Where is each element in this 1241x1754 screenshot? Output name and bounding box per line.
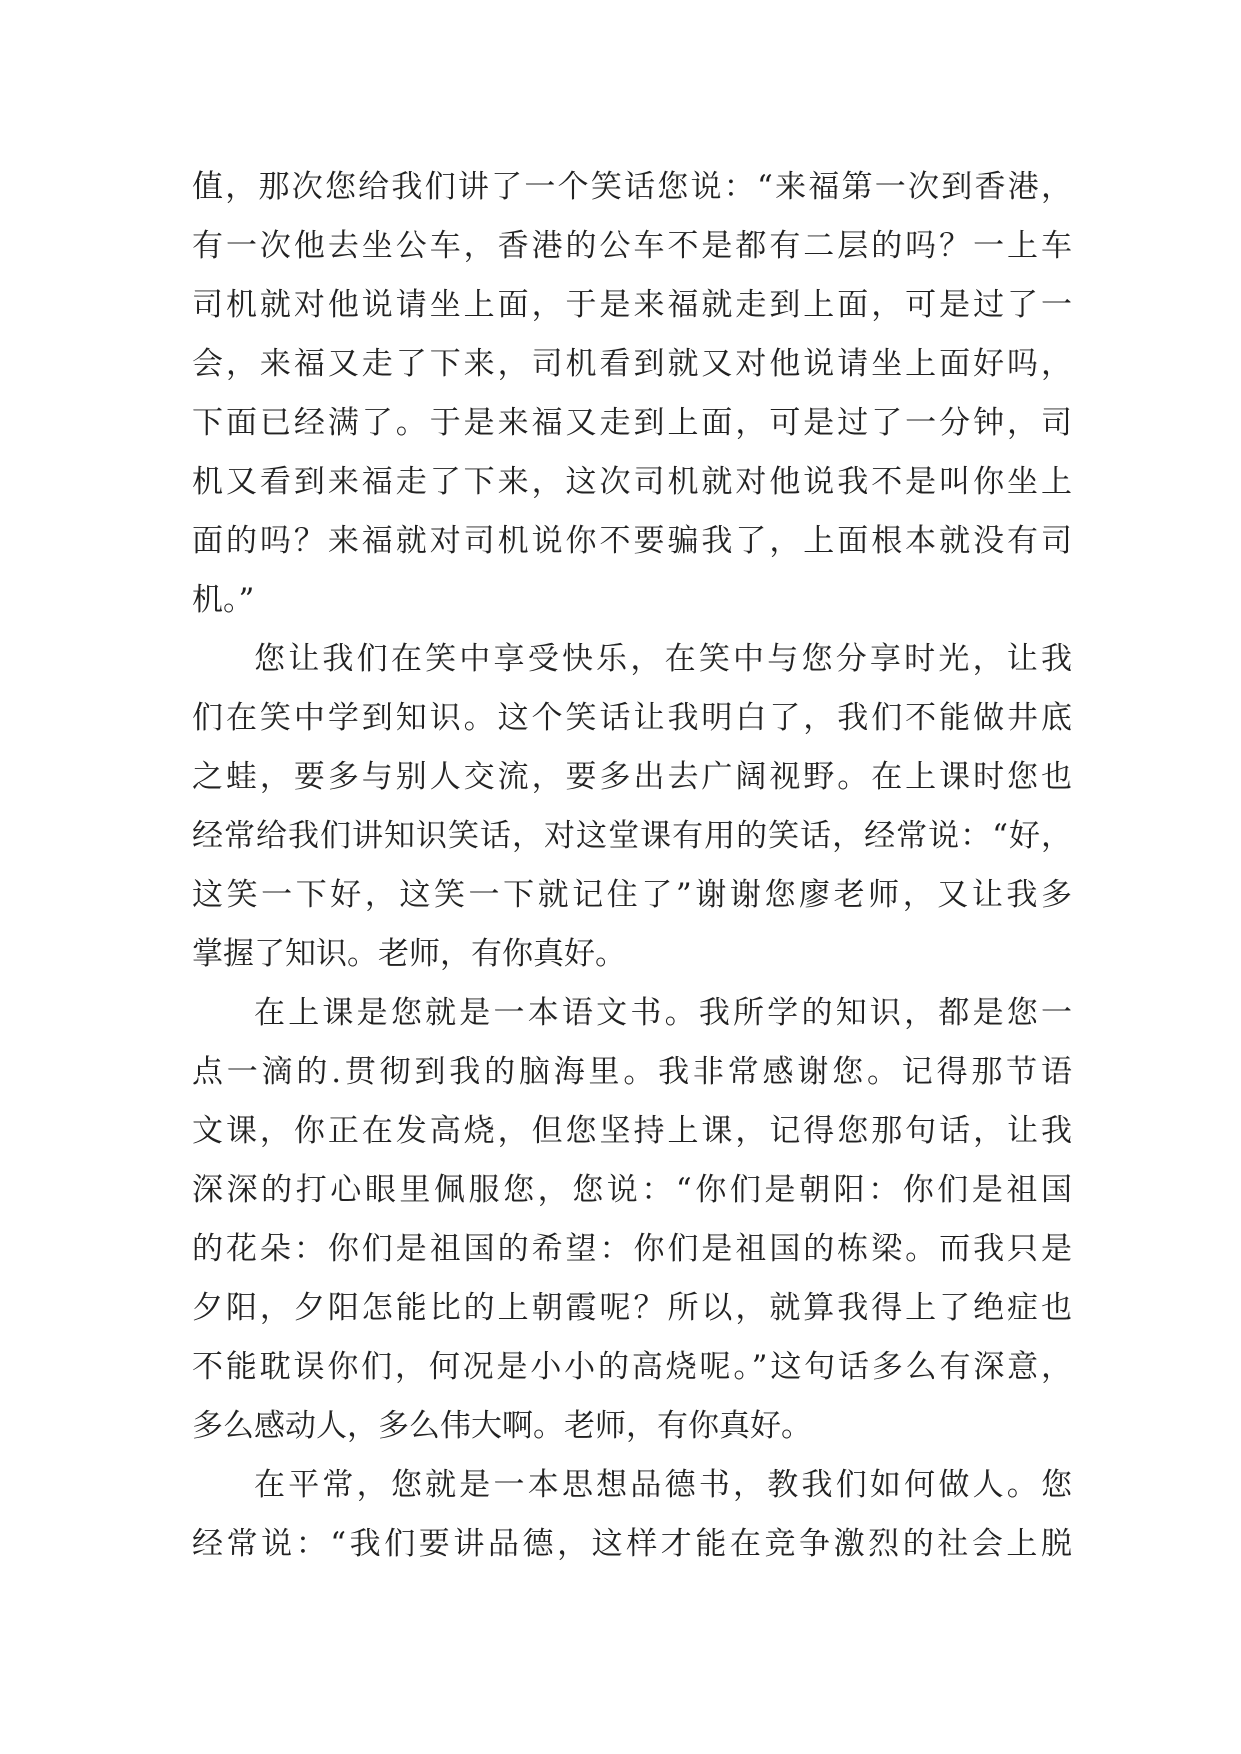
text-line: 经常给我们讲知识笑话，对这堂课有用的笑话，经常说：“好， (192, 818, 1072, 854)
text-line: 点一滴的.贯彻到我的脑海里。我非常感谢您。记得那节语 (192, 1054, 1072, 1090)
text-line: 会，来福又走了下来，司机看到就又对他说请坐上面好吗， (192, 346, 1072, 382)
body-text (192, 158, 1072, 1574)
text-line: 机。” (192, 582, 255, 618)
text-line: 经常说：“我们要讲品德，这样才能在竞争激烈的社会上脱 (192, 1526, 1072, 1562)
text-line: 司机就对他说请坐上面，于是来福就走到上面，可是过了一 (192, 287, 1072, 323)
text-line: 之蛙，要多与别人交流，要多出去广阔视野。在上课时您也 (192, 759, 1072, 795)
text-line: 深深的打心眼里佩服您，您说：“你们是朝阳：你们是祖国 (192, 1172, 1072, 1208)
text-line: 多么感动人，多么伟大啊。老师，有你真好。 (192, 1408, 812, 1444)
text-line: 下面已经满了。于是来福又走到上面，可是过了一分钟，司 (192, 405, 1072, 441)
text-line: 的花朵：你们是祖国的希望：你们是祖国的栋梁。而我只是 (192, 1231, 1072, 1267)
text-line: 这笑一下好，这笑一下就记住了”谢谢您廖老师，又让我多 (192, 877, 1072, 913)
paragraph-first-line: 在平常，您就是一本思想品德书，教我们如何做人。您 (254, 1467, 1072, 1503)
text-line: 夕阳，夕阳怎能比的上朝霞呢？所以，就算我得上了绝症也 (192, 1290, 1072, 1326)
text-line: 们在笑中学到知识。这个笑话让我明白了，我们不能做井底 (192, 700, 1072, 736)
text-line: 文课，你正在发高烧，但您坚持上课，记得您那句话，让我 (192, 1113, 1072, 1149)
paragraph-first-line: 在上课是您就是一本语文书。我所学的知识，都是您一 (254, 995, 1072, 1031)
text-line: 掌握了知识。老师，有你真好。 (192, 936, 626, 972)
text-line: 值，那次您给我们讲了一个笑话您说：“来福第一次到香港， (192, 169, 1072, 205)
text-line: 机又看到来福走了下来，这次司机就对他说我不是叫你坐上 (192, 464, 1072, 500)
text-line: 面的吗？来福就对司机说你不要骗我了，上面根本就没有司 (192, 523, 1072, 559)
paragraph-first-line: 您让我们在笑中享受快乐，在笑中与您分享时光，让我 (254, 641, 1072, 677)
text-line: 有一次他去坐公车，香港的公车不是都有二层的吗？一上车 (192, 228, 1072, 264)
text-line: 不能耽误你们，何况是小小的高烧呢。”这句话多么有深意， (192, 1349, 1072, 1385)
